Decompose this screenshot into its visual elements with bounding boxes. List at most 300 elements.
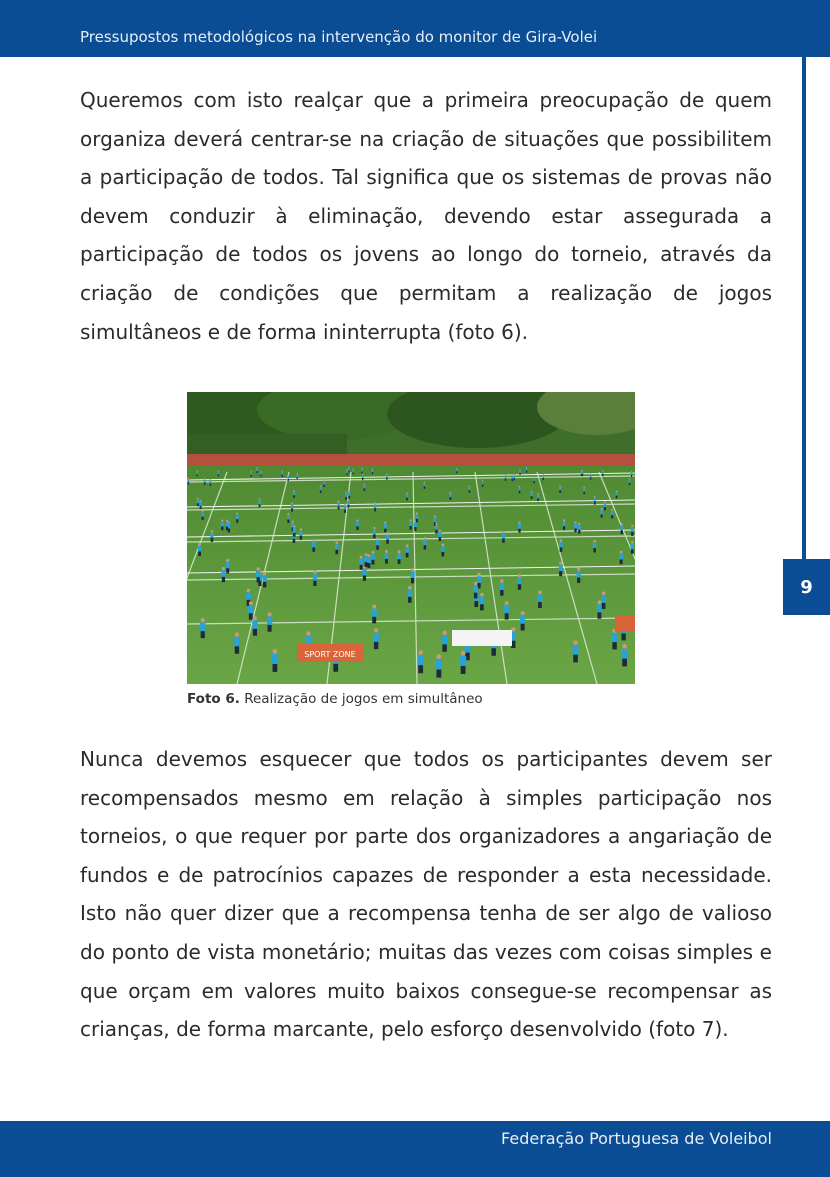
player-head — [602, 591, 606, 595]
player-head — [583, 487, 585, 489]
player-head — [312, 539, 315, 542]
player-legs — [505, 479, 506, 481]
player-head — [372, 468, 373, 469]
player-legs — [514, 478, 515, 480]
player-head — [424, 537, 427, 540]
player-legs — [385, 559, 388, 564]
player-legs — [288, 479, 289, 481]
player-shirt — [305, 636, 311, 645]
player-shirt — [226, 522, 229, 527]
player-legs — [602, 474, 603, 476]
player-legs — [333, 664, 338, 672]
player-legs — [348, 496, 350, 499]
player-shirt — [204, 480, 206, 483]
player-legs — [347, 473, 348, 475]
player-head — [323, 480, 324, 481]
player-legs — [372, 472, 373, 474]
player-head — [201, 618, 205, 622]
volleyball-field-photo — [187, 392, 635, 684]
player-head — [198, 543, 201, 546]
player-shirt — [520, 615, 525, 623]
player-legs — [521, 624, 525, 631]
player-head — [526, 467, 527, 468]
player-head — [364, 484, 366, 486]
player-head — [461, 651, 466, 656]
player-shirt — [477, 576, 481, 583]
player-legs — [480, 604, 484, 610]
player-head — [616, 490, 618, 492]
player-legs — [236, 519, 238, 522]
player-head — [560, 539, 563, 542]
player-shirt — [252, 620, 257, 629]
player-shirt — [583, 488, 585, 491]
player-shirt — [436, 659, 442, 669]
player-legs — [406, 553, 409, 558]
player-shirt — [320, 487, 322, 490]
player-shirt — [414, 522, 417, 527]
player-legs — [416, 519, 418, 522]
player-shirt — [258, 500, 260, 504]
player-legs — [622, 659, 627, 667]
margin-rule — [802, 57, 806, 559]
footer-title: Federação Portuguesa de Voleibol — [501, 1129, 772, 1148]
player-head — [604, 501, 606, 503]
player-legs — [616, 496, 618, 499]
player-shirt — [559, 542, 562, 547]
player-shirt — [362, 475, 364, 478]
player-head — [424, 482, 425, 483]
player-head — [621, 523, 623, 525]
player-head — [348, 467, 349, 468]
player-shirt — [417, 655, 423, 665]
player-legs — [408, 597, 412, 603]
player-shirt — [559, 565, 563, 571]
player-legs — [622, 633, 626, 640]
player-head — [367, 554, 370, 557]
player-legs — [474, 593, 477, 599]
player-legs — [293, 495, 295, 498]
player-head — [442, 543, 445, 546]
player-head — [631, 541, 634, 544]
player-head — [313, 570, 316, 573]
player-head — [344, 504, 346, 506]
player-legs — [218, 474, 219, 476]
player-head — [519, 469, 520, 470]
player-shirt — [210, 533, 213, 538]
player-legs — [201, 631, 205, 638]
player-legs — [335, 550, 338, 554]
player-shirt — [582, 471, 584, 474]
player-shirt — [456, 469, 458, 472]
player-head — [200, 500, 202, 502]
player-shirt — [293, 492, 295, 495]
player-legs — [573, 655, 578, 663]
player-head — [502, 531, 504, 533]
player-legs — [597, 612, 601, 618]
player-legs — [251, 475, 252, 477]
player-legs — [612, 642, 616, 649]
player-shirt — [542, 475, 544, 478]
player-head — [385, 550, 388, 553]
player-legs — [273, 664, 278, 672]
player-head — [226, 520, 228, 522]
player-legs — [577, 578, 580, 583]
player-legs — [210, 483, 211, 485]
player-head — [338, 501, 340, 503]
player-shirt — [631, 527, 634, 532]
player-legs — [611, 515, 613, 518]
player-shirt — [537, 495, 539, 499]
player-head — [620, 551, 623, 554]
player-shirt — [519, 470, 521, 473]
player-head — [411, 568, 414, 571]
player-shirt — [372, 470, 374, 473]
player-shirt — [612, 633, 618, 642]
player-shirt — [630, 544, 634, 550]
player-shirt — [631, 472, 633, 475]
player-shirt — [502, 533, 505, 538]
header-title: Pressupostos metodológicos na intervenção do monitor de Gira-Volei — [80, 28, 598, 46]
player-legs — [583, 492, 585, 495]
player-legs — [200, 506, 202, 509]
player-shirt — [337, 503, 339, 507]
player-head — [263, 572, 266, 575]
player-head — [559, 485, 561, 487]
player-shirt — [604, 503, 607, 507]
player-shirt — [187, 479, 189, 482]
player-head — [409, 519, 411, 521]
player-shirt — [359, 559, 363, 565]
player-shirt — [590, 475, 592, 478]
player-legs — [287, 519, 289, 523]
player-shirt — [602, 471, 604, 474]
player-head — [345, 492, 347, 494]
player-legs — [360, 565, 363, 570]
player-legs — [620, 560, 623, 565]
player-head — [406, 492, 408, 494]
player-head — [211, 530, 213, 532]
player-shirt — [293, 528, 296, 533]
player-shirt — [250, 472, 252, 475]
player-shirt — [468, 487, 470, 490]
player-shirt — [347, 501, 349, 505]
player-legs — [406, 498, 408, 501]
player-head — [259, 499, 261, 501]
player-shirt — [373, 529, 376, 534]
player-legs — [297, 477, 298, 479]
player-head — [480, 593, 484, 597]
player-head — [505, 474, 506, 475]
player-shirt — [386, 534, 389, 539]
player-shirt — [362, 569, 366, 576]
player-shirt — [449, 494, 451, 498]
player-legs — [256, 471, 257, 473]
player-legs — [365, 562, 368, 567]
player-shirt — [622, 649, 628, 659]
player-shirt — [335, 544, 339, 550]
player-shirt — [281, 472, 283, 475]
player-shirt — [533, 478, 535, 481]
player-shirt — [441, 546, 445, 552]
player-shirt — [209, 480, 211, 483]
player-head — [435, 523, 437, 525]
player-shirt — [530, 493, 532, 496]
player-head — [408, 586, 412, 590]
player-legs — [386, 540, 388, 544]
player-legs — [537, 498, 539, 501]
player-shirt — [299, 531, 302, 536]
player-head — [518, 522, 520, 524]
player-shirt — [518, 487, 520, 490]
player-shirt — [601, 595, 606, 603]
player-legs — [574, 528, 576, 532]
player-head — [256, 467, 257, 468]
player-head — [602, 470, 603, 471]
player-legs — [235, 646, 239, 653]
player-legs — [593, 548, 596, 552]
hedge — [187, 434, 347, 456]
player-shirt — [600, 510, 603, 514]
player-shirt — [272, 654, 278, 664]
player-shirt — [246, 592, 251, 599]
player-shirt — [372, 609, 377, 617]
player-head — [593, 540, 596, 543]
player-head — [320, 485, 322, 487]
player-shirt — [407, 590, 412, 597]
player-head — [202, 510, 204, 512]
player-legs — [469, 490, 471, 493]
player-legs — [424, 545, 427, 549]
player-legs — [348, 471, 349, 473]
player-head — [348, 491, 350, 493]
player-legs — [291, 508, 293, 511]
player-head — [287, 513, 289, 515]
player-shirt — [423, 483, 425, 486]
player-legs — [560, 547, 563, 551]
player-head — [597, 600, 601, 604]
player-head — [197, 498, 199, 500]
player-head — [372, 605, 376, 609]
player-head — [273, 649, 278, 654]
player-legs — [578, 530, 580, 534]
player-shirt — [263, 575, 267, 582]
player-head — [226, 559, 229, 562]
player-shirt — [313, 574, 317, 581]
player-shirt — [200, 623, 206, 632]
player-shirt — [574, 524, 577, 529]
player-shirt — [344, 506, 347, 510]
running-track — [187, 454, 635, 466]
player-shirt — [513, 475, 515, 478]
player-legs — [260, 475, 261, 477]
player-legs — [211, 538, 213, 542]
player-head — [356, 519, 358, 521]
player-legs — [450, 497, 452, 500]
player-shirt — [619, 554, 623, 560]
player-legs — [631, 549, 634, 553]
player-shirt — [615, 492, 617, 495]
player-legs — [320, 490, 322, 493]
player-shirt — [611, 511, 614, 515]
player-legs — [312, 547, 315, 551]
player-shirt — [312, 542, 315, 547]
player-shirt — [559, 487, 561, 490]
player-head — [416, 512, 418, 514]
player-shirt — [256, 571, 260, 578]
player-head — [563, 519, 565, 521]
player-head — [251, 471, 252, 472]
player-shirt — [415, 515, 418, 519]
player-shirt — [199, 502, 201, 506]
player-legs — [338, 506, 340, 509]
player-legs — [442, 552, 445, 557]
player-shirt — [356, 522, 359, 527]
player-head — [291, 502, 293, 504]
player-head — [601, 508, 603, 510]
player-legs — [345, 497, 347, 500]
player-shirt — [201, 512, 204, 516]
player-legs — [204, 483, 205, 485]
player-shirt — [287, 515, 290, 519]
player-shirt — [236, 515, 239, 519]
player-shirt — [374, 504, 377, 508]
player-head — [353, 468, 354, 469]
player-legs — [344, 510, 346, 513]
page-number-tab — [783, 559, 830, 615]
player-legs — [372, 560, 375, 565]
paragraph-1: Queremos com isto realçar que a primeira preocupação de quem organiza deverá centrar-se na criação de situações que possibilitem a participação de todos. Tal significa que os sistemas de provas não devem conduzir à eliminação, devendo estar assegurada a participação de todos os jovens ao longo do torneio, através da criação de condições que permitam a realização de jogos simultâneos e de forma ininterrupta (foto 6). — [80, 88, 772, 344]
player-head — [482, 480, 483, 481]
player-head — [519, 486, 521, 488]
player-shirt — [296, 474, 298, 477]
player-shirt — [526, 468, 528, 471]
player-shirt — [363, 485, 365, 488]
page-number: 9 — [800, 576, 813, 598]
player-legs — [188, 482, 189, 484]
player-head — [204, 478, 205, 479]
player-head — [629, 478, 630, 479]
player-legs — [538, 602, 542, 608]
player-head — [218, 470, 219, 471]
player-shirt — [198, 546, 202, 552]
player-head — [372, 551, 375, 554]
player-legs — [604, 507, 606, 510]
player-shirt — [578, 525, 581, 530]
player-head — [374, 628, 378, 632]
player-legs — [559, 571, 562, 576]
player-shirt — [345, 494, 347, 498]
player-shirt — [500, 583, 505, 590]
player-legs — [533, 481, 534, 483]
player-shirt — [226, 562, 230, 568]
player-legs — [386, 478, 387, 480]
player-head — [221, 519, 223, 521]
player-head — [236, 513, 238, 515]
player-head — [373, 527, 375, 529]
caption-text: Realização de jogos em simultâneo — [239, 691, 483, 707]
player-head — [500, 579, 503, 582]
player-head — [260, 471, 261, 472]
player-legs — [293, 539, 295, 543]
player-legs — [519, 473, 520, 475]
player-head — [247, 589, 251, 593]
sponsor-board — [452, 630, 512, 646]
player-legs — [409, 526, 411, 530]
player-head — [574, 521, 576, 523]
player-legs — [442, 644, 446, 651]
player-legs — [197, 503, 199, 506]
player-head — [300, 528, 302, 530]
player-shirt — [410, 571, 414, 578]
player-legs — [323, 485, 324, 487]
player-head — [335, 541, 338, 544]
player-shirt — [348, 492, 350, 495]
player-legs — [226, 527, 228, 531]
player-head — [418, 650, 423, 655]
player-shirt — [221, 522, 224, 527]
player-head — [268, 612, 272, 616]
player-head — [512, 475, 513, 476]
player-head — [594, 496, 596, 498]
player-head — [590, 473, 591, 474]
sponsor-banner-text: SPORT ZONE — [304, 650, 356, 659]
player-head — [292, 521, 294, 523]
player-shirt — [518, 524, 521, 529]
player-legs — [362, 478, 363, 480]
player-shirt — [256, 469, 258, 472]
player-head — [518, 574, 521, 577]
player-shirt — [218, 472, 220, 475]
player-legs — [300, 536, 302, 540]
player-legs — [374, 642, 378, 649]
player-legs — [505, 613, 509, 619]
player-head — [210, 479, 211, 480]
player-legs — [418, 665, 423, 673]
player-legs — [361, 471, 362, 473]
player-shirt — [442, 635, 448, 644]
player-legs — [594, 502, 596, 505]
player-legs — [414, 527, 416, 531]
player-legs — [364, 488, 366, 491]
player-shirt — [594, 498, 596, 502]
player-head — [505, 601, 509, 605]
sponsor-board-right — [615, 616, 635, 632]
player-legs — [563, 526, 565, 530]
player-head — [384, 522, 386, 524]
player-legs — [436, 669, 441, 677]
player-legs — [500, 590, 503, 596]
player-legs — [268, 625, 272, 632]
player-legs — [621, 530, 623, 534]
paragraph-2: Nunca devemos esquecer que todos os participantes devem ser recompensados mesmo em relação à simples participação nos torneios, o que requer por parte dos organizadores a angariação de fundos e de patrocínios capazes de responder a esta necessidade. Isto não quer dizer que a recompensa tenha de ser algo de valioso do ponto de vista monetário; muitas das vezes com coisas simples e que orçam em valores muito baixos consegue-se recompensar as crianças, de forma marcante, pelo esforço desenvolvido (foto 7). — [80, 747, 772, 1042]
player-shirt — [384, 524, 387, 529]
player-head — [442, 631, 446, 635]
player-head — [347, 499, 349, 501]
player-head — [631, 525, 633, 527]
player-legs — [226, 568, 229, 573]
player-head — [573, 640, 578, 645]
player-head — [249, 601, 253, 605]
player-head — [514, 474, 515, 475]
player-legs — [257, 577, 260, 582]
player-head — [531, 491, 533, 493]
player-head — [282, 471, 283, 472]
player-legs — [456, 471, 457, 473]
player-shirt — [267, 617, 272, 625]
player-head — [235, 632, 239, 636]
player-shirt — [577, 571, 581, 578]
player-shirt — [409, 521, 412, 526]
